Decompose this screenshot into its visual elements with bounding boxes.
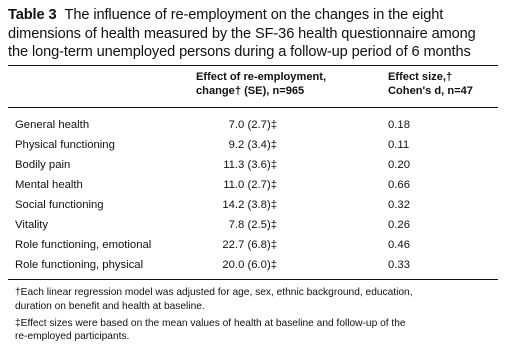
row-effect-size: 0.46	[388, 239, 410, 252]
footnote-1-line-1: †Each linear regression model was adjusted for age, sex, ethnic background, education,	[15, 287, 413, 299]
row-effect-size: 0.20	[388, 158, 410, 171]
table-row	[8, 195, 498, 215]
title-line-2: dimensions of health measured by the SF-36 health questionnaire among	[8, 25, 476, 42]
title-line-3: the long-term unemployed persons during a follow-up period of 6 months	[8, 44, 471, 60]
row-dimension: Bodily pain	[15, 158, 71, 171]
table-body	[8, 108, 498, 280]
row-change: 9.2 (3.4)‡	[228, 138, 277, 151]
table-row	[8, 155, 498, 175]
row-change: 11.3 (3.6)‡	[223, 158, 277, 171]
row-change: 22.7 (6.8)‡	[222, 239, 277, 252]
footnote-2-line-1: ‡Effect sizes were based on the mean values of health at baseline and follow-up of the	[15, 317, 406, 329]
row-change: 7.0 (2.7)‡	[228, 118, 277, 131]
header-size-line-1: Effect size,†	[388, 70, 453, 83]
title-line-1: The influence of re-employment on the changes in the eight	[64, 7, 444, 23]
header-size-line-2: Cohen's d, n=47	[388, 84, 473, 97]
table-header	[8, 66, 498, 107]
row-effect-size: 0.32	[388, 198, 410, 211]
row-change: 7.8 (2.5)‡	[228, 218, 277, 231]
row-dimension: Mental health	[15, 178, 83, 191]
row-effect-size: 0.66	[388, 178, 410, 191]
table-row	[8, 175, 498, 195]
table-row	[8, 235, 498, 255]
header-effect-of-reemployment	[196, 70, 326, 98]
footnote-1-line-2: duration on benefit and health at baseline.	[15, 300, 205, 312]
table-container	[8, 6, 498, 344]
row-change: 20.0 (6.0)‡	[222, 259, 277, 272]
table-label: Table 3	[8, 7, 57, 23]
header-effect-line-1: Effect of re-employment,	[196, 70, 327, 83]
row-dimension: Social functioning	[15, 198, 104, 211]
row-effect-size: 0.11	[388, 138, 410, 151]
table-footnotes	[8, 280, 498, 344]
row-dimension: Vitality	[15, 218, 49, 231]
table-row	[8, 135, 498, 155]
header-effect-line-2: change† (SE), n=965	[196, 84, 305, 97]
row-change: 14.2 (3.8)‡	[222, 198, 277, 211]
footnote-2-line-2: re-employed participants.	[15, 331, 130, 343]
caption-line	[8, 6, 498, 25]
row-effect-size: 0.33	[388, 259, 410, 272]
table-row	[8, 255, 498, 275]
header-effect-size	[388, 70, 473, 98]
table-caption	[8, 6, 498, 62]
row-dimension: Role functioning, physical	[15, 259, 144, 272]
row-effect-size: 0.18	[388, 118, 410, 131]
table-row	[8, 215, 498, 235]
row-dimension: Role functioning, emotional	[15, 239, 152, 252]
row-dimension: General health	[15, 118, 90, 131]
row-change: 11.0 (2.7)‡	[223, 178, 277, 191]
row-dimension: Physical functioning	[15, 138, 115, 151]
table-row	[8, 115, 498, 135]
row-effect-size: 0.26	[388, 218, 410, 231]
